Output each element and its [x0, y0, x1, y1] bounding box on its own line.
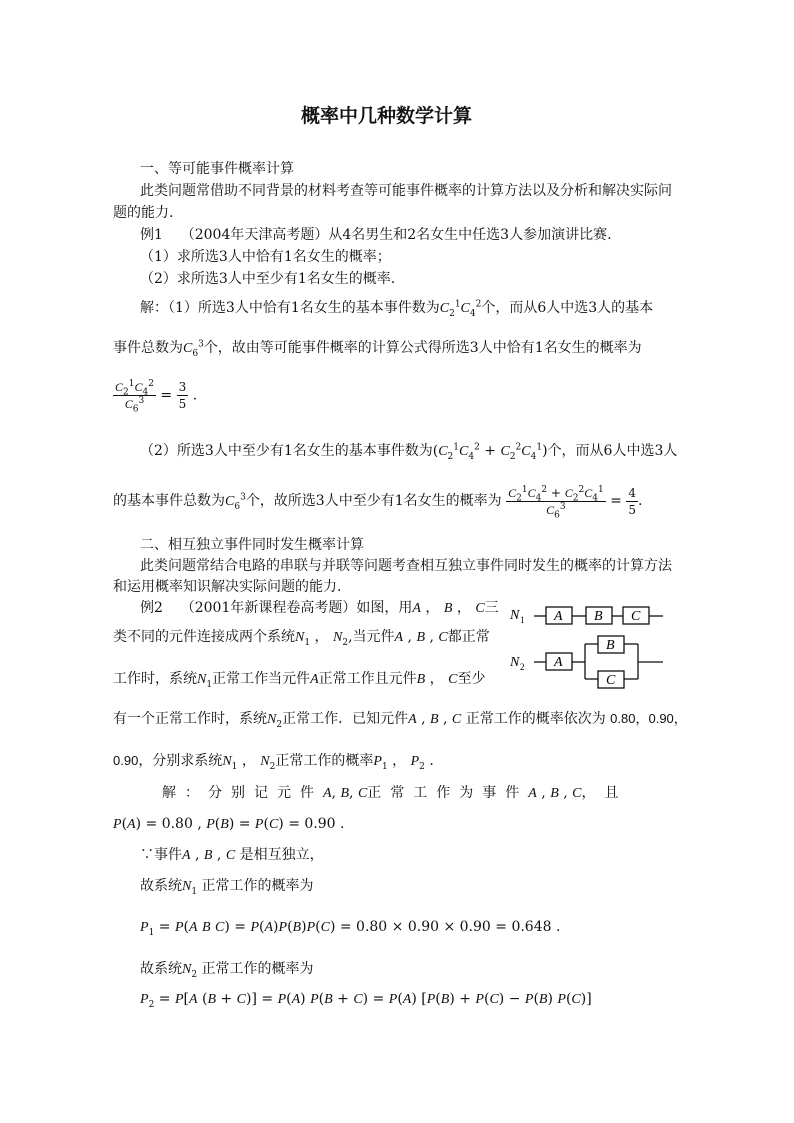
- circuit-diagram: [508, 600, 668, 695]
- example2-label: 例2: [140, 600, 163, 616]
- n1-box-a-label: A: [554, 609, 563, 624]
- n2-box-a-label: A: [554, 655, 563, 670]
- page-title: 概率中几种数学计算: [301, 105, 473, 127]
- system-n2: [509, 636, 663, 688]
- n1-box-c-label: C: [631, 609, 641, 624]
- example2-text: 正常工作且元件: [318, 671, 417, 687]
- section1-heading: 一、等可能事件概率计算: [140, 161, 294, 177]
- system-n1: [509, 607, 663, 625]
- section2-intro-line1: 此类问题常结合电路的串联与并联等问题考查相互独立事件同时发生的概率的计算方法: [140, 558, 672, 574]
- example2-line2: 类不同的元件连接成两个系统$N_1$ ， $N_2$,当元件A , B , C都正常: [113, 629, 490, 648]
- p1-formula: $P_1 = P(A$ B C) = P(A)P(B)P(C) = 0.80 × 0.90 × 0.90 = 0.648 .: [140, 919, 561, 938]
- svg-text:1: 1: [520, 615, 525, 625]
- because-text: ∵事件: [140, 847, 182, 863]
- n2-box-c-label: C: [606, 673, 616, 688]
- example2-text: 正常工作的概率: [275, 753, 374, 769]
- p1-result: = 0.80 × 0.90 × 0.90 = 0.648: [339, 919, 552, 935]
- solution1-line1: 解：（1）所选3人中恰有1名女生的基本事件数为$C_2^1C_4^2$个，而从6人中选3人的基本: [140, 299, 654, 319]
- hence-n1-text: 故系统: [140, 878, 182, 894]
- section2-intro-line2: 和运用概率知识解决实际问题的能力.: [113, 579, 342, 595]
- solution2-text-d: 个，故所选3人中至少有1名女生的概率为: [245, 493, 502, 509]
- solution2-line2: 的基本事件总数为$C_6^3$个，故所选3人中至少有1名女生的概率为 $\frac{C_2^1C_4^2 + C_2^2C_4^1}{C_6^3}$ = $\frac{4}{5}$ .: [113, 484, 643, 520]
- hence-n2-text-b: 正常工作的概率为: [201, 961, 314, 977]
- n1-label: N: [510, 608, 520, 623]
- solution2-line1: （2）所选3人中至少有1名女生的基本事件数为$(C_2^1C_4^2 + C_2^2C_4^1)$个，而从6人中选3人: [140, 442, 678, 462]
- example2-line1: 例2 （2001年新课程卷高考题）如图，用A ， B ， C三: [140, 600, 499, 616]
- example2-text: 有一个正常工作时，系统: [113, 711, 267, 727]
- solution-ex2-probs: P(A) = 0.80 , P(B) = P(C) = 0.90 .: [113, 816, 345, 832]
- example2-text: 正常工作的概率依次为: [465, 711, 606, 727]
- example1-source: （2004年天津高考题）从4名男生和2名女生中任选3人参加演讲比赛.: [180, 227, 612, 243]
- example2-line4: 有一个正常工作时，系统$N_2$正常工作．已知元件A , B , C 正常工作的概率依次为 0.80，0.90，: [113, 711, 687, 730]
- svg-text:2: 2: [520, 662, 525, 672]
- prob-bc-value: = 0.90: [288, 816, 336, 832]
- solution1-text-c: 事件总数为: [113, 340, 183, 356]
- solution1-text-b: 个，而从6人中选3人的基本: [481, 300, 654, 316]
- hence-n1-text-b: 正常工作的概率为: [201, 878, 314, 894]
- section1-intro-line1: 此类问题常借助不同背景的材料考查等可能事件概率的计算方法以及分析和解决实际问: [140, 183, 672, 199]
- example2-text: 正常工作当元件: [212, 671, 311, 687]
- section1-intro-line2: 题的能力.: [113, 205, 174, 221]
- example1: [140, 226, 612, 244]
- solution2-text-a: （2）所选3人中至少有1名女生的基本事件数为: [140, 443, 433, 459]
- solution1-fraction: $\frac{C_2^1C_4^2}{C_6^3}$ = $\frac{3}{5}$ .: [115, 379, 198, 415]
- solution2-text-c: 的基本事件总数为: [113, 493, 225, 509]
- solution1-text-a: 解：（1）所选3人中恰有1名女生的基本事件数为: [140, 300, 440, 316]
- solution-ex2-text-c: ，且: [581, 785, 628, 801]
- solution-ex2-text-a: 解：分别记元件: [162, 785, 323, 801]
- hence-n2-text: 故系统: [140, 961, 182, 977]
- because-text-b: 是相互独立，: [239, 847, 324, 863]
- hence-n1-line: 故系统$N_1$ 正常工作的概率为: [140, 878, 314, 897]
- n1-box-b-label: B: [594, 609, 603, 624]
- example2-line5: 0.90，分别求系统$N_1$ ， $N_2$正常工作的概率$P_1$ ， $P_2$ .: [113, 753, 434, 772]
- hence-n2-line: 故系统$N_2$ 正常工作的概率为: [140, 961, 314, 980]
- example2-text: 三: [484, 600, 499, 616]
- example2-text: 工作时，系统: [113, 671, 197, 687]
- n2-box-b-label: B: [606, 638, 615, 653]
- probabilities: 0.80，0.90，: [610, 711, 687, 726]
- solution-ex2-text-b: 正常工作为事件: [367, 785, 529, 801]
- example2-line3: 工作时，系统$N_1$正常工作当元件A正常工作且元件B ， C至少: [113, 671, 486, 690]
- example2-text: 正常工作．已知元件: [282, 711, 409, 727]
- prob-a-value: = 0.80 ,: [145, 816, 202, 832]
- because-line: ∵事件A , B , C 是相互独立，: [140, 847, 324, 863]
- example2-text: 至少: [457, 671, 486, 687]
- probability-last: 0.90: [113, 753, 139, 768]
- example2-source: （2001年新课程卷高考题）如图，用: [180, 600, 413, 616]
- question1: （1）求所选3人中恰有1名女生的概率；: [140, 249, 391, 265]
- solution1-text-d: 个，故由等可能事件概率的计算公式得所选3人中恰有1名女生的概率为: [203, 340, 642, 356]
- example2-text: 都正常: [447, 629, 490, 645]
- p2-formula: $P_2 = P[A$ (B + C)] = P(A) P(B + C) = P(A) [P(B) + P(C) − P(B) P(C)]: [140, 991, 592, 1010]
- example2-text: ，分别求系统: [138, 753, 223, 769]
- solution1-line2: 事件总数为$C_6^3$个，故由等可能事件概率的计算公式得所选3人中恰有1名女生的概率为: [113, 339, 642, 359]
- question2: （2）求所选3人中至少有1名女生的概率.: [140, 271, 396, 287]
- example2-text: ,当元件: [348, 629, 395, 645]
- example1-label: 例1: [140, 227, 163, 243]
- n2-label: N: [510, 655, 520, 670]
- solution-ex2-line1: 解：分别记元件A, B, C正常工作为事件A , B , C，且: [162, 785, 628, 801]
- section2-heading: 二、相互独立事件同时发生概率计算: [140, 537, 364, 553]
- solution2-text-b: 个，而从6人中选3人: [547, 443, 678, 459]
- example2-text: 类不同的元件连接成两个系统: [113, 629, 295, 645]
